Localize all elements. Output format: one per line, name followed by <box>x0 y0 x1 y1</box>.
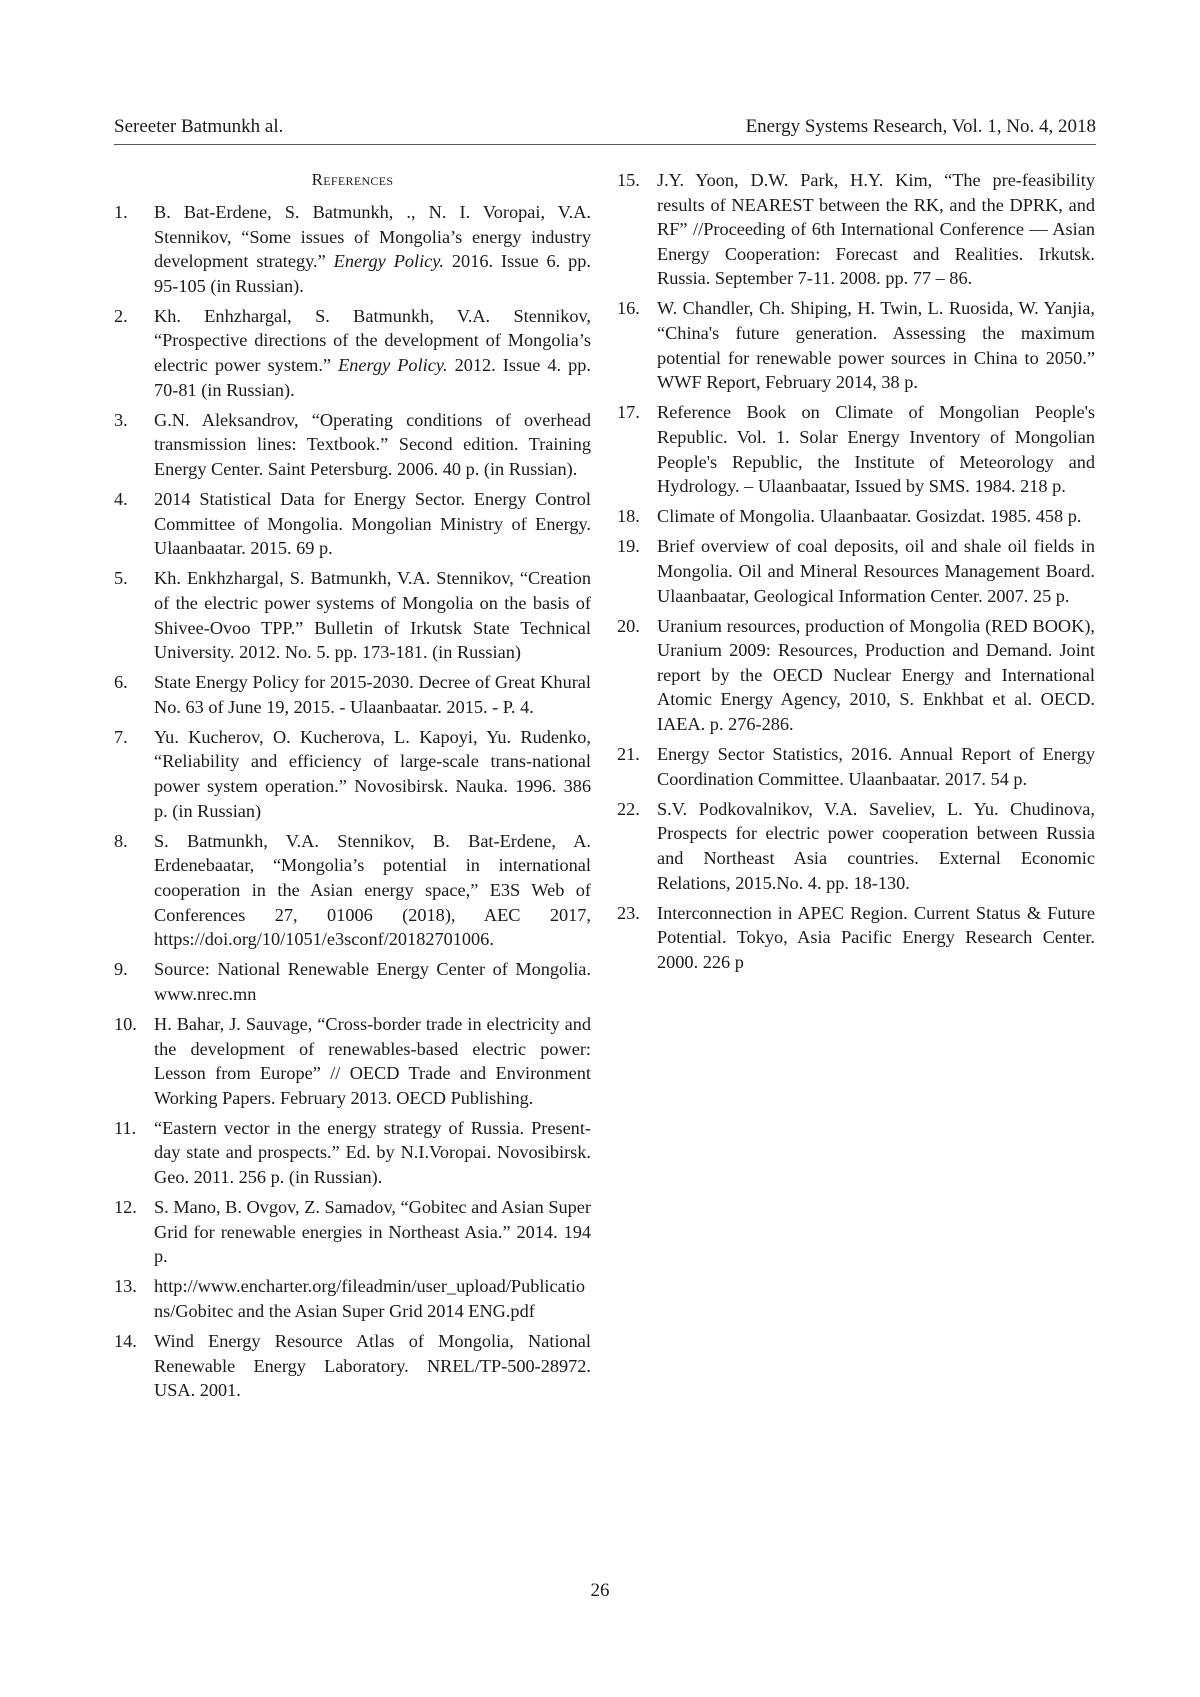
reference-item <box>114 408 591 482</box>
reference-text: http://www.encharter.org/fileadmin/user_upload/Publications/Gobitec and the Asian Super Grid 2014 ENG.pdf <box>154 1276 586 1321</box>
reference-text: Reference Book on Climate of Mongolian People's Republic. Vol. 1. Solar Energy Inventory of Mongolian People's Republic, the Institute of Meteorology and Hydrology. – Ulaanbaatar, Issued by SMS. 1984. 218 p. <box>657 402 1095 497</box>
reference-number: 14. <box>114 1331 137 1352</box>
reference-number: 21. <box>617 744 640 765</box>
reference-number: 10. <box>114 1013 137 1034</box>
reference-number: 11. <box>114 1117 137 1138</box>
reference-number: 8. <box>114 830 128 851</box>
reference-number: 5. <box>114 568 128 589</box>
header-journal: Energy Systems Research, Vol. 1, No. 4, 2018 <box>745 116 1096 137</box>
reference-text: H. Bahar, J. Sauvage, “Cross-border trade in electricity and the development of renewables-based electric power: Lesson from Europe” // OECD Trade and Environment Working Papers. February 2013. OECD Publishing. <box>154 1013 591 1108</box>
reference-item <box>617 901 1095 975</box>
reference-text: Kh. Enhzhargal, S. Batmunkh, V.A. Stennikov, “Prospective directions of the development of Mongolia’s electric power system.” Energy Policy. 2012. Issue 4. pp. 70-81 (in Russian). <box>154 305 591 400</box>
reference-number: 6. <box>114 672 128 693</box>
reference-number: 7. <box>114 726 128 747</box>
reference-item <box>114 1274 591 1323</box>
reference-text: J.Y. Yoon, D.W. Park, H.Y. Kim, “The pre-feasibility results of NEAREST between the RK, and the DPRK, and RF” //Proceeding of 6th International Conference — Asian Energy Cooperation: Forecast and Realities. Irkutsk. Russia. September 7-11. 2008. pp. 77 – 86. <box>657 170 1095 289</box>
page-number: 26 <box>590 1580 610 1601</box>
reference-item <box>114 566 591 664</box>
reference-text: Wind Energy Resource Atlas of Mongolia, National Renewable Energy Laboratory. NREL/TP-500-28972. USA. 2001. <box>154 1331 591 1401</box>
reference-text: Yu. Kucherov, O. Kucherova, L. Kapoyi, Yu. Rudenko, “Reliability and efficiency of large-scale trans-national power system operation.” Novosibirsk. Nauka. 1996. 386 p. (in Russian) <box>154 726 591 821</box>
reference-item <box>114 670 591 719</box>
reference-number: 15. <box>617 170 640 190</box>
reference-item <box>114 957 591 1006</box>
reference-item <box>617 400 1095 498</box>
reference-item <box>617 614 1095 737</box>
reference-item <box>617 797 1095 895</box>
reference-item <box>114 1116 591 1190</box>
reference-text: Energy Sector Statistics, 2016. Annual Report of Energy Coordination Committee. Ulaanbaatar. 2017. 54 p. <box>657 744 1095 789</box>
running-header <box>114 116 1096 145</box>
reference-number: 4. <box>114 489 128 510</box>
reference-text: W. Chandler, Ch. Shiping, H. Twin, L. Ruosida, W. Yanjia, “China's future generation. Assessing the maximum potential for renewable power sources in China to 2050.” WWF Report, February 2014, 38 p. <box>657 298 1095 393</box>
reference-number: 1. <box>114 202 128 222</box>
reference-number: 12. <box>114 1197 137 1218</box>
reference-number: 3. <box>114 409 128 430</box>
reference-text: Uranium resources, production of Mongolia (RED BOOK), Uranium 2009: Resources, Production and Demand. Joint report by the OECD Nuclear Energy and International Atomic Energy Agency, 2010, S. Enkhbat et al. OECD. IAEA. p. 276-286. <box>657 615 1095 734</box>
reference-number: 13. <box>114 1276 137 1297</box>
reference-number: 22. <box>617 798 640 819</box>
reference-text: G.N. Aleksandrov, “Operating conditions of overhead transmission lines: Textbook.” Second edition. Training Energy Center. Saint Petersburg. 2006. 40 p. (in Russian). <box>154 409 591 479</box>
reference-item <box>617 534 1095 608</box>
reference-number: 19. <box>617 536 640 557</box>
reference-item <box>114 1195 591 1269</box>
reference-number: 18. <box>617 506 640 527</box>
reference-text: Interconnection in APEC Region. Current Status & Future Potential. Tokyo, Asia Pacific Energy Research Center. 2000. 226 p <box>657 902 1095 972</box>
reference-text: Brief overview of coal deposits, oil and shale oil fields in Mongolia. Oil and Mineral Resources Management Board. Ulaanbaatar, Geological Information Center. 2007. 25 p. <box>657 536 1095 606</box>
reference-number: 9. <box>114 959 128 980</box>
reference-item <box>114 304 591 402</box>
reference-item <box>114 487 591 561</box>
header-authors: Sereeter Batmunkh al. <box>114 116 284 137</box>
reference-text: Source: National Renewable Energy Center of Mongolia. www.nrec.mn <box>154 959 591 1004</box>
reference-item <box>114 1329 591 1403</box>
reference-text: Climate of Mongolia. Ulaanbaatar. Gosizdat. 1985. 458 p. <box>657 506 1082 527</box>
reference-text: State Energy Policy for 2015-2030. Decree of Great Khural No. 63 of June 19, 2015. - Ulaanbaatar. 2015. - P. 4. <box>154 672 591 717</box>
reference-text: 2014 Statistical Data for Energy Sector. Energy Control Committee of Mongolia. Mongolian Ministry of Energy. Ulaanbaatar. 2015. 69 p. <box>154 489 591 559</box>
reference-text: S. Batmunkh, V.A. Stennikov, B. Bat-Erdene, A. Erdenebaatar, “Mongolia’s potential in international cooperation in the Asian energy space,” E3S Web of Conferences 27, 01006 (2018), AEC 2017, https://doi.org/10/1051/e3sconf/20182701006. <box>154 830 591 950</box>
reference-item <box>617 168 1095 291</box>
reference-item <box>114 725 591 823</box>
references-heading: References <box>311 170 394 189</box>
reference-item <box>617 296 1095 394</box>
reference-text: B. Bat-Erdene, S. Batmunkh, ., N. I. Voropai, V.A. Stennikov, “Some issues of Mongolia’s energy industry development strategy.” Energy Policy. 2016. Issue 6. pp. 95-105 (in Russian). <box>154 202 591 296</box>
reference-text: Kh. Enkhzhargal, S. Batmunkh, V.A. Stennikov, “Creation of the electric power systems of Mongolia on the basis of Shivee-Ovoo TPP.” Bulletin of Irkutsk State Technical University. 2012. No. 5. pp. 173-181. (in Russian) <box>154 568 591 663</box>
reference-number: 2. <box>114 305 128 326</box>
reference-item <box>114 1012 591 1110</box>
reference-item <box>114 829 591 952</box>
reference-text: “Eastern vector in the energy strategy of Russia. Present-day state and prospects.” Ed. by N.I.Voropai. Novosibirsk. Geo. 2011. 256 p. (in Russian). <box>154 1117 591 1187</box>
reference-number: 20. <box>617 615 640 636</box>
left-column <box>114 168 591 1408</box>
reference-item <box>617 742 1095 791</box>
right-column <box>617 168 1095 980</box>
reference-number: 16. <box>617 298 640 319</box>
reference-item <box>114 200 591 298</box>
reference-item <box>617 504 1095 529</box>
reference-text: S.V. Podkovalnikov, V.A. Saveliev, L. Yu. Chudinova, Prospects for electric power cooperation between Russia and Northeast Asia countries. External Economic Relations, 2015.No. 4. pp. 18-130. <box>657 798 1095 893</box>
reference-text: S. Mano, B. Ovgov, Z. Samadov, “Gobitec and Asian Super Grid for renewable energies in Northeast Asia.” 2014. 194 p. <box>154 1197 591 1267</box>
reference-number: 17. <box>617 402 640 423</box>
reference-number: 23. <box>617 902 640 923</box>
